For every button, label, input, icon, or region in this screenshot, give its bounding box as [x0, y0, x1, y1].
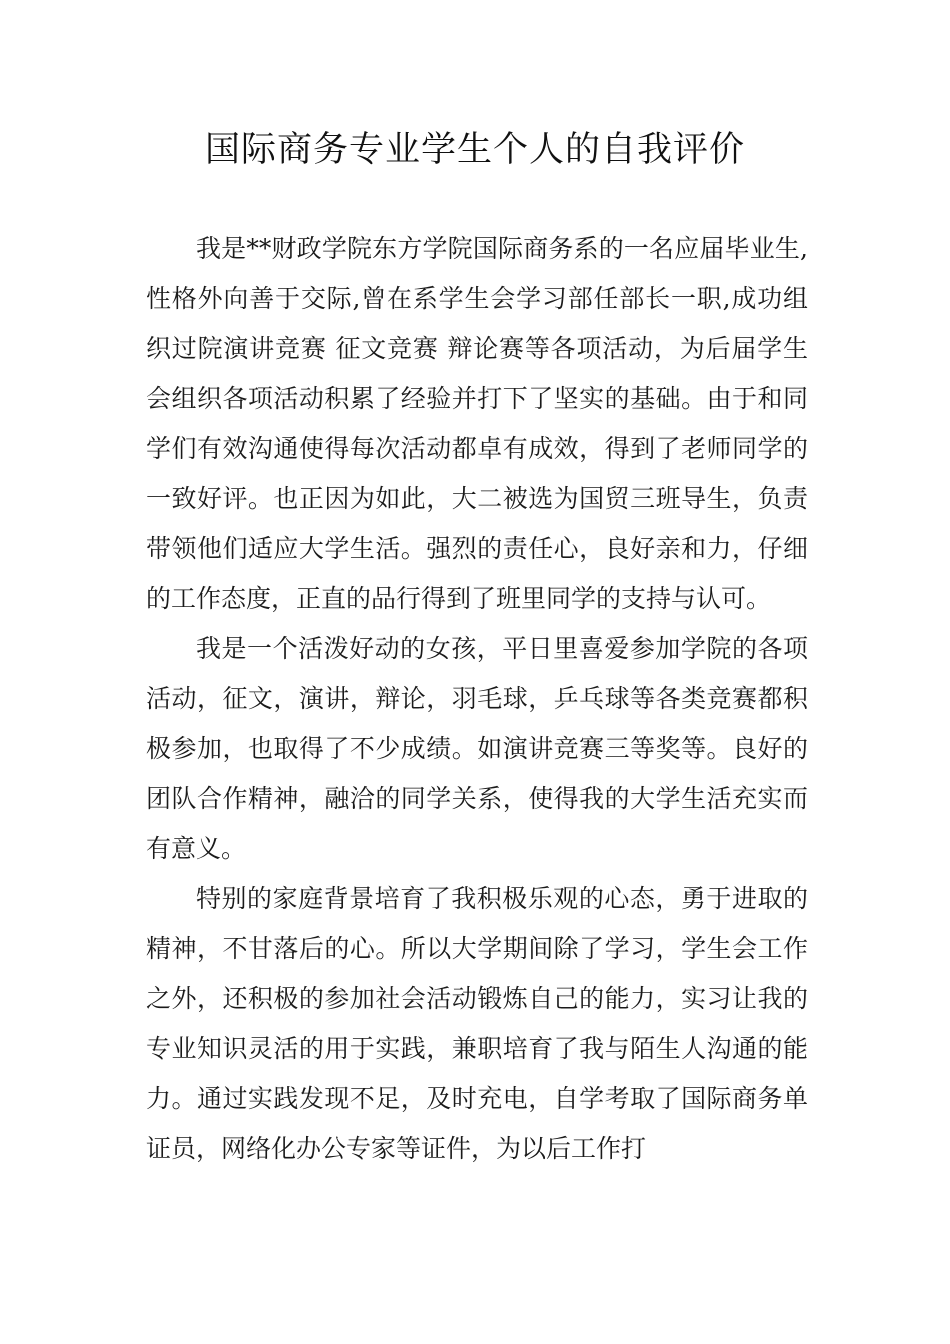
- document-body: [146, 224, 808, 1174]
- paragraph-2: 我是一个活泼好动的女孩，平日里喜爱参加学院的各项活动，征文，演讲，辩论，羽毛球，乒乓球等各类竞赛都积极参加，也取得了不少成绩。如演讲竞赛三等奖等。良好的团队合作精神，融洽的同学关系，使得我的大学生活充实而有意义。: [146, 634, 808, 863]
- document-title: 国际商务专业学生个人的自我评价: [204, 130, 745, 170]
- paragraph-3: 特别的家庭背景培育了我积极乐观的心态，勇于进取的精神，不甘落后的心。所以大学期间除了学习，学生会工作之外，还积极的参加社会活动锻炼自己的能力，实习让我的专业知识灵活的用于实践，兼职培育了我与陌生人沟通的能力。通过实践发现不足，及时充电，自学考取了国际商务单证员，网络化办公专家等证件，为以后工作打: [146, 884, 808, 1163]
- paragraph-1: 我是**财政学院东方学院国际商务系的一名应届毕业生,性格外向善于交际,曾在系学生会学习部任部长一职,成功组织过院演讲竞赛 征文竞赛 辩论赛等各项活动，为后届学生会组织各项活动积累了经验并打下了坚实的基础。由于和同学们有效沟通使得每次活动都卓有成效，得到了老师同学的一致好评。也正因为如此，大二被选为国贸三班导生，负责带领他们适应大学生活。强烈的责任心，良好亲和力，仔细的工作态度，正直的品行得到了班里同学的支持与认可。: [146, 234, 808, 613]
